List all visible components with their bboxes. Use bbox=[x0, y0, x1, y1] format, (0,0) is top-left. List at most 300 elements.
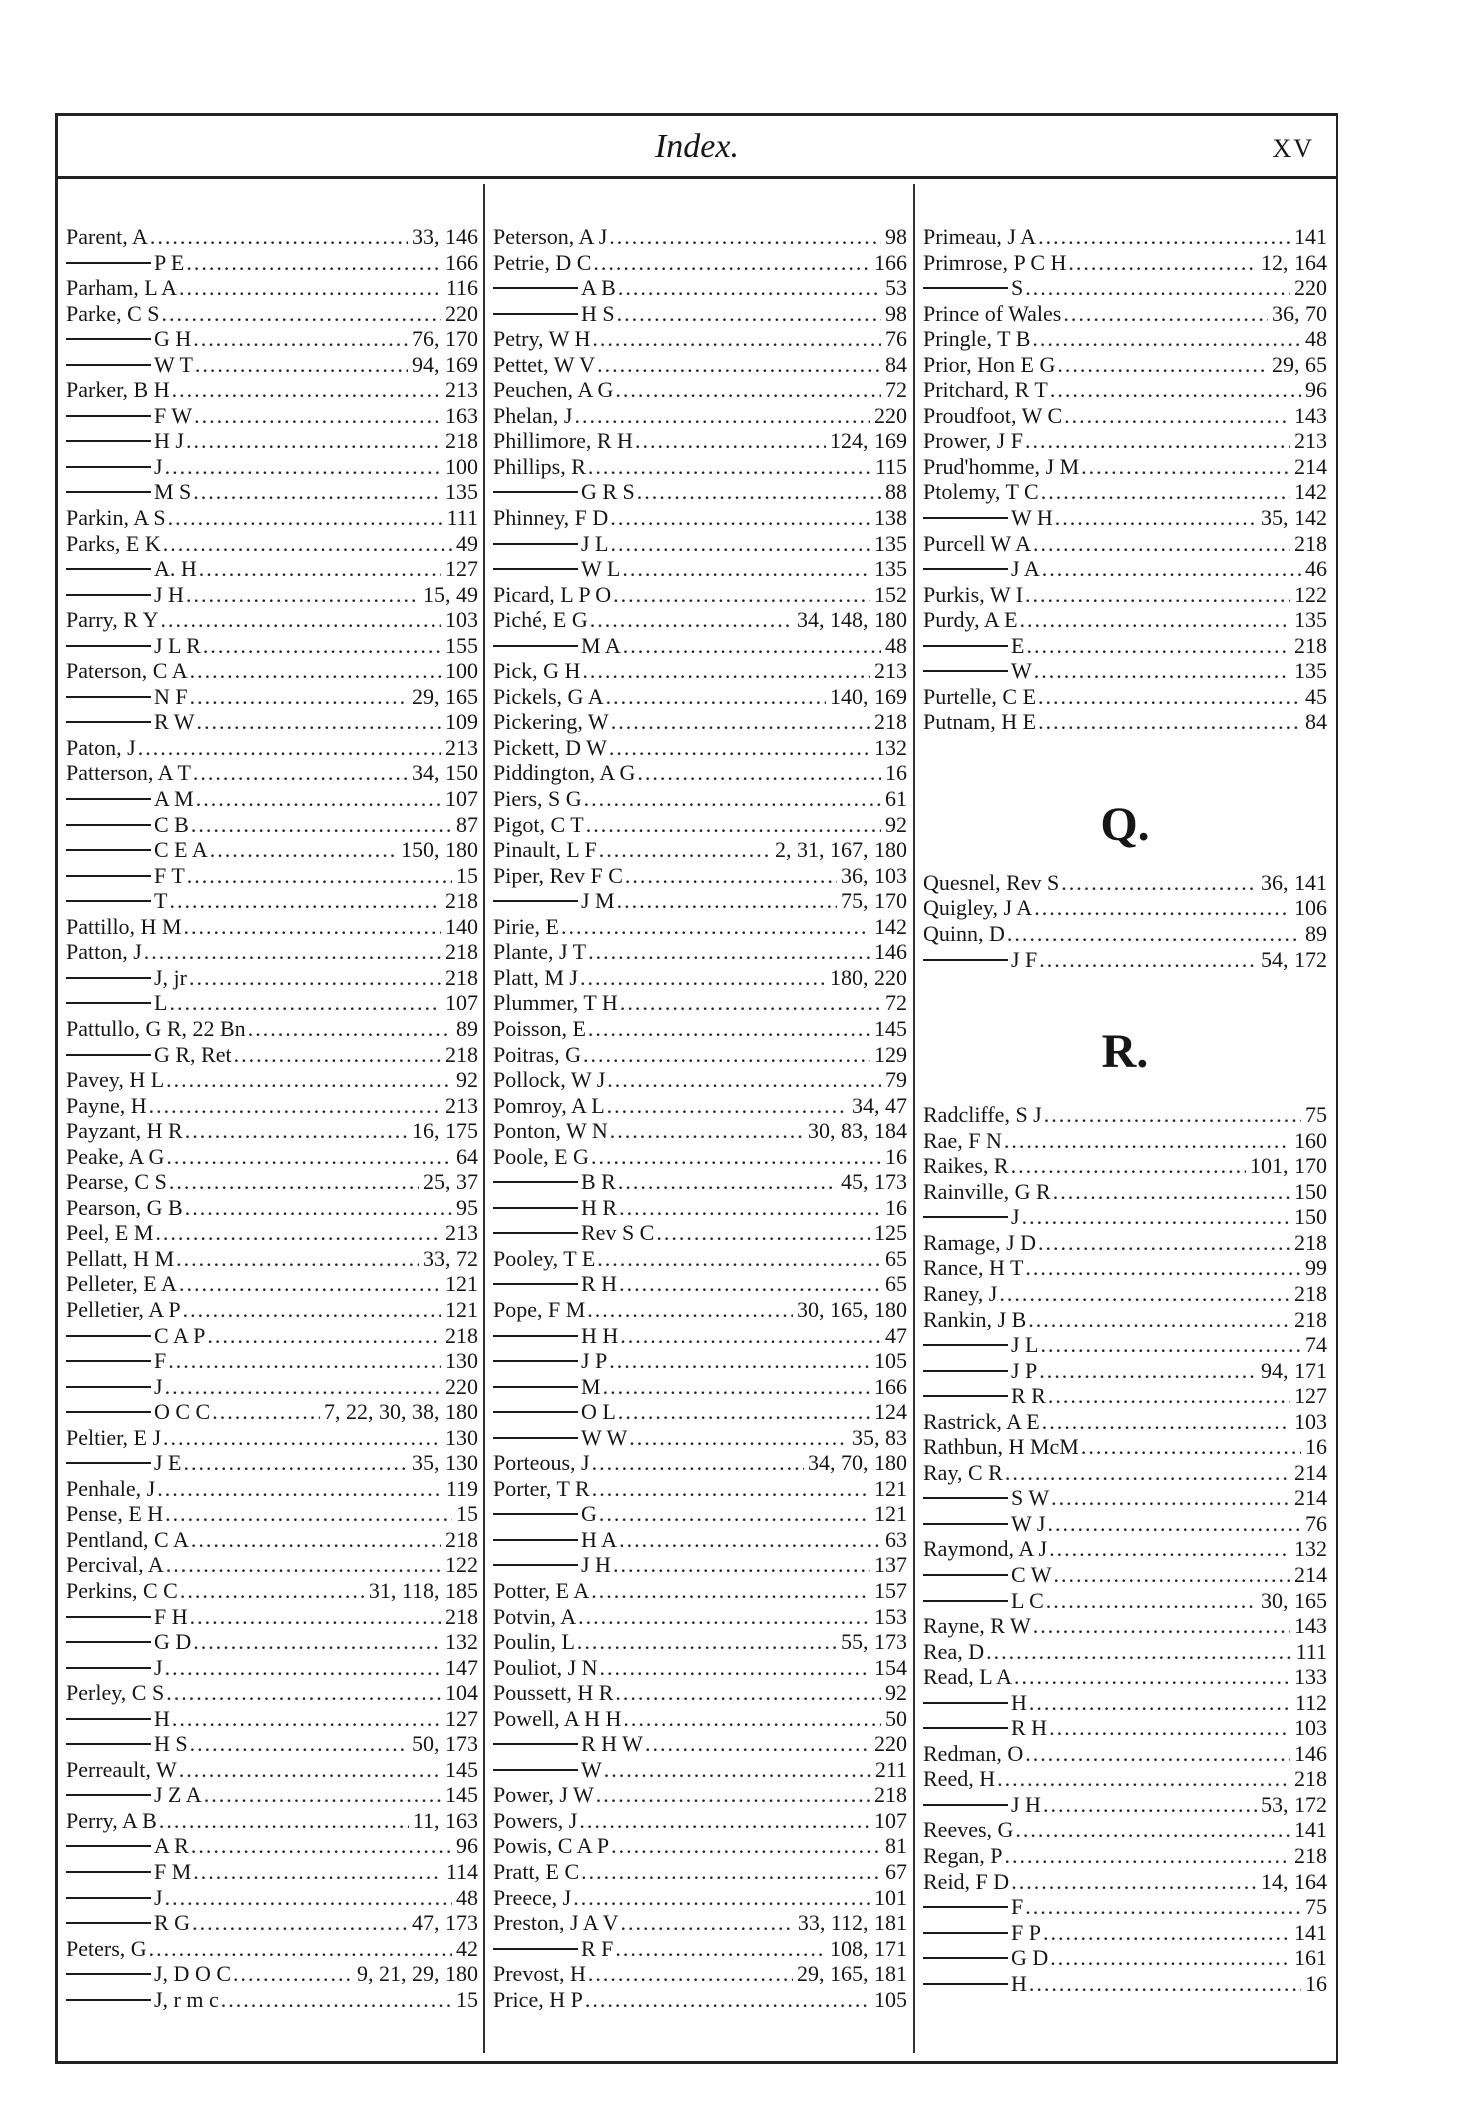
index-entry bbox=[66, 1246, 478, 1272]
entry-pages: 218 bbox=[1294, 530, 1327, 556]
ditto-dash bbox=[66, 440, 151, 442]
entry-pages: 218 bbox=[445, 939, 478, 965]
index-entry bbox=[493, 556, 907, 582]
leader-dots bbox=[182, 914, 441, 940]
leader-dots bbox=[586, 1961, 793, 1987]
leader-dots bbox=[1059, 870, 1257, 896]
entry-name: O C C bbox=[154, 1399, 211, 1425]
leader-dots bbox=[588, 607, 793, 633]
leader-dots bbox=[995, 1766, 1290, 1792]
index-entry bbox=[66, 786, 478, 812]
entry-pages: 135 bbox=[1294, 658, 1327, 684]
entry-pages: 141 bbox=[1294, 224, 1327, 249]
index-entry bbox=[66, 556, 478, 582]
ditto-dash bbox=[493, 1360, 578, 1362]
leader-dots bbox=[1042, 1102, 1301, 1128]
leader-dots bbox=[618, 1323, 881, 1349]
leader-dots bbox=[1039, 479, 1290, 505]
entry-name: Phinney, F D bbox=[493, 505, 609, 531]
ditto-dash bbox=[66, 1411, 151, 1413]
index-entry bbox=[66, 1680, 478, 1706]
index-entry bbox=[923, 531, 1327, 557]
entry-pages: 12, 164 bbox=[1261, 249, 1327, 275]
index-entry bbox=[66, 1271, 478, 1297]
entry-pages: 124, 169 bbox=[830, 428, 907, 454]
leader-dots bbox=[1040, 1409, 1290, 1435]
leader-dots bbox=[164, 1552, 441, 1578]
entry-pages: 92 bbox=[456, 1067, 478, 1093]
leader-dots bbox=[1079, 1434, 1301, 1460]
ditto-dash bbox=[66, 1973, 151, 1975]
entry-name: Raikes, R bbox=[923, 1153, 1009, 1179]
entry-pages: 61 bbox=[885, 786, 907, 812]
ditto-dash bbox=[66, 900, 151, 902]
leader-dots bbox=[1009, 1869, 1257, 1895]
leader-dots bbox=[583, 1987, 870, 2013]
ditto-dash bbox=[66, 1743, 151, 1745]
entry-pages: 75 bbox=[1305, 1102, 1327, 1128]
entry-name: W L bbox=[581, 556, 621, 582]
index-entry bbox=[66, 1144, 478, 1170]
leader-dots bbox=[580, 658, 870, 684]
entry-name: C W bbox=[1011, 1561, 1052, 1587]
index-entry bbox=[923, 1715, 1327, 1741]
entry-pages: 218 bbox=[1294, 632, 1327, 658]
index-entry bbox=[66, 1629, 478, 1655]
ditto-dash bbox=[66, 262, 151, 264]
entry-name: Pratt, E C bbox=[493, 1859, 580, 1884]
entry-name: H S bbox=[581, 300, 615, 326]
index-entry bbox=[493, 1501, 907, 1527]
leader-dots bbox=[597, 1501, 870, 1527]
entry-name: W bbox=[1011, 658, 1032, 684]
q-entries bbox=[923, 870, 1327, 972]
ditto-dash bbox=[66, 1360, 151, 1362]
leader-dots bbox=[194, 786, 441, 812]
index-entry bbox=[66, 735, 478, 761]
entry-name: F M bbox=[154, 1859, 192, 1884]
leader-dots bbox=[633, 428, 826, 454]
entry-pages: 16 bbox=[1305, 1434, 1327, 1460]
entry-pages: 135 bbox=[874, 556, 907, 582]
ditto-dash bbox=[923, 568, 1008, 570]
entry-name: H bbox=[1011, 1689, 1027, 1715]
index-entry bbox=[923, 633, 1327, 659]
entry-name: J E bbox=[154, 1450, 182, 1476]
entry-name: Percival, A bbox=[66, 1552, 164, 1578]
leader-dots bbox=[1023, 582, 1290, 608]
index-entry bbox=[923, 1869, 1327, 1895]
index-entry bbox=[493, 965, 907, 991]
entry-pages: 29, 165, 181 bbox=[797, 1961, 907, 1987]
leader-dots bbox=[615, 301, 881, 327]
leader-dots bbox=[611, 582, 870, 608]
index-entry bbox=[493, 1757, 907, 1783]
ditto-dash bbox=[66, 875, 151, 877]
entry-name: Pouliot, J N bbox=[493, 1654, 598, 1680]
entry-pages: 218 bbox=[445, 964, 478, 990]
leader-dots bbox=[579, 1859, 881, 1885]
entry-pages: 14, 164 bbox=[1261, 1868, 1327, 1894]
index-entry bbox=[493, 658, 907, 684]
entry-name: Pooley, T E bbox=[493, 1245, 596, 1271]
index-entry bbox=[66, 582, 478, 608]
leader-dots bbox=[148, 224, 408, 250]
leader-dots bbox=[609, 531, 871, 557]
index-entry bbox=[66, 607, 478, 633]
entry-pages: 65 bbox=[885, 1271, 907, 1297]
entry-name: W T bbox=[154, 351, 193, 377]
ditto-dash bbox=[923, 1395, 1008, 1397]
index-entry bbox=[493, 1450, 907, 1476]
entry-name: F H bbox=[154, 1603, 188, 1629]
index-entry bbox=[66, 428, 478, 454]
entry-pages: 141 bbox=[1294, 1817, 1327, 1843]
entry-name: Pope, F M bbox=[493, 1296, 586, 1322]
entry-pages: 218 bbox=[1294, 1229, 1327, 1255]
entry-pages: 36, 141 bbox=[1261, 869, 1327, 895]
index-entry bbox=[66, 633, 478, 659]
entry-pages: 48 bbox=[1305, 326, 1327, 352]
leader-dots bbox=[160, 301, 442, 327]
entry-name: A B bbox=[581, 275, 616, 301]
index-entry bbox=[66, 1859, 478, 1885]
index-entry bbox=[493, 326, 907, 352]
index-entry bbox=[493, 1936, 907, 1962]
index-entry bbox=[923, 1179, 1327, 1205]
leader-dots bbox=[163, 1885, 452, 1911]
ditto-dash bbox=[66, 364, 151, 366]
leader-dots bbox=[590, 326, 881, 352]
leader-dots bbox=[185, 863, 452, 889]
entry-pages: 218 bbox=[1294, 1842, 1327, 1868]
entry-name: G R, Ret bbox=[154, 1041, 232, 1067]
index-entry bbox=[493, 1655, 907, 1681]
entry-pages: 108, 171 bbox=[830, 1935, 907, 1961]
entry-name: J bbox=[154, 453, 163, 479]
index-entry bbox=[493, 1016, 907, 1042]
ditto-dash bbox=[923, 670, 1008, 672]
entry-name: Purtelle, C E bbox=[923, 683, 1037, 709]
entry-name: R F bbox=[581, 1935, 614, 1961]
entry-pages: 25, 37 bbox=[423, 1169, 478, 1195]
index-entry bbox=[493, 1578, 907, 1604]
entry-name: F W bbox=[154, 402, 193, 428]
entry-pages: 213 bbox=[445, 377, 478, 403]
index-entry bbox=[66, 1910, 478, 1936]
entry-name: Peake, A G bbox=[66, 1143, 165, 1169]
entry-name: Primeau, J A bbox=[923, 224, 1037, 249]
leader-dots bbox=[1005, 921, 1301, 947]
leader-dots bbox=[1036, 224, 1290, 250]
index-entry bbox=[493, 1144, 907, 1170]
index-entry bbox=[493, 1552, 907, 1578]
ditto-dash bbox=[66, 798, 151, 800]
entry-pages: 121 bbox=[445, 1271, 478, 1297]
leader-dots bbox=[572, 403, 870, 429]
index-entry bbox=[923, 1690, 1327, 1716]
index-entry bbox=[493, 1374, 907, 1400]
leader-dots bbox=[1031, 1613, 1290, 1639]
leader-dots bbox=[1044, 1588, 1257, 1614]
ditto-dash bbox=[493, 1564, 578, 1566]
entry-pages: 15 bbox=[456, 1501, 478, 1527]
entry-name: P E bbox=[154, 249, 185, 275]
entry-pages: 163 bbox=[445, 402, 478, 428]
index-entry bbox=[493, 352, 907, 378]
section-heading-q: Q. bbox=[1100, 797, 1150, 851]
ditto-dash bbox=[923, 1932, 1008, 1934]
index-entry bbox=[923, 1383, 1327, 1409]
index-entry bbox=[923, 1817, 1327, 1843]
index-entry bbox=[923, 1255, 1327, 1281]
entry-pages: 140 bbox=[445, 913, 478, 939]
leader-dots bbox=[1066, 250, 1257, 276]
index-entry bbox=[493, 1987, 907, 2013]
entry-name: J H bbox=[1011, 1791, 1041, 1817]
index-entry bbox=[66, 1323, 478, 1349]
ditto-dash bbox=[66, 568, 151, 570]
index-entry bbox=[923, 556, 1327, 582]
index-entry bbox=[923, 505, 1327, 531]
entry-pages: 160 bbox=[1294, 1127, 1327, 1153]
index-entry bbox=[66, 1067, 478, 1093]
ditto-dash bbox=[66, 594, 151, 596]
entry-name: Ponton, W N bbox=[493, 1118, 608, 1144]
entry-name: W H bbox=[1011, 505, 1053, 531]
entry-name: F bbox=[1011, 1894, 1024, 1920]
entry-pages: 166 bbox=[874, 249, 907, 275]
ditto-dash bbox=[923, 1600, 1008, 1602]
entry-pages: 109 bbox=[445, 709, 478, 735]
leader-dots bbox=[1023, 1255, 1301, 1281]
index-entry bbox=[66, 224, 478, 250]
index-entry bbox=[923, 224, 1327, 250]
entry-name: G R S bbox=[581, 479, 635, 505]
index-entry bbox=[493, 1118, 907, 1144]
index-entry bbox=[493, 760, 907, 786]
entry-name: W J bbox=[1011, 1510, 1046, 1536]
entry-pages: 214 bbox=[1294, 1561, 1327, 1587]
entry-name: Pelletier, A P bbox=[66, 1296, 181, 1322]
index-entry bbox=[66, 326, 478, 352]
leader-dots bbox=[586, 1016, 870, 1042]
entry-pages: 122 bbox=[1294, 581, 1327, 607]
entry-name: Porter, T R bbox=[493, 1475, 590, 1501]
leader-dots bbox=[157, 1808, 409, 1834]
entry-name: Piper, Rev F C bbox=[493, 862, 623, 888]
index-entry bbox=[493, 301, 907, 327]
entry-pages: 35, 130 bbox=[412, 1450, 478, 1476]
entry-name: S W bbox=[1011, 1485, 1050, 1511]
leader-dots bbox=[1041, 1920, 1290, 1946]
entry-name: H A bbox=[581, 1526, 618, 1552]
leader-dots bbox=[177, 275, 442, 301]
entry-pages: 55, 173 bbox=[841, 1629, 907, 1655]
index-entry bbox=[66, 1552, 478, 1578]
index-entry bbox=[923, 1358, 1327, 1384]
leader-dots bbox=[193, 352, 408, 378]
index-entry bbox=[493, 735, 907, 761]
entry-name: Parham, L A bbox=[66, 275, 177, 301]
entry-name: Prior, Hon E G bbox=[923, 351, 1056, 377]
entry-pages: 121 bbox=[445, 1296, 478, 1322]
index-entry bbox=[923, 709, 1327, 735]
entry-pages: 30, 165 bbox=[1261, 1587, 1327, 1613]
entry-name: Quigley, J A bbox=[923, 895, 1033, 921]
leader-dots bbox=[164, 1067, 452, 1093]
entry-name: Preston, J A V bbox=[493, 1910, 619, 1936]
index-entry bbox=[923, 428, 1327, 454]
entry-name: Rev S C bbox=[581, 1220, 655, 1246]
ditto-dash bbox=[66, 721, 151, 723]
entry-pages: 132 bbox=[874, 734, 907, 760]
leader-dots bbox=[197, 556, 441, 582]
entry-pages: 112 bbox=[1294, 1689, 1327, 1715]
index-entry bbox=[493, 1169, 907, 1195]
entry-pages: 76 bbox=[885, 326, 907, 352]
entry-pages: 218 bbox=[445, 1041, 478, 1067]
leader-dots bbox=[1061, 301, 1268, 327]
entry-name: Phelan, J bbox=[493, 402, 573, 428]
entry-pages: 84 bbox=[885, 351, 907, 377]
entry-name: Poisson, E bbox=[493, 1015, 586, 1041]
entry-name: J, r m c bbox=[154, 1986, 219, 2012]
leader-dots bbox=[597, 837, 771, 863]
entry-name: R R bbox=[1011, 1383, 1046, 1409]
leader-dots bbox=[201, 633, 441, 659]
entry-pages: 154 bbox=[874, 1654, 907, 1680]
index-entry bbox=[923, 1639, 1327, 1665]
entry-pages: 218 bbox=[874, 709, 907, 735]
entry-name: Poulin, L bbox=[493, 1629, 575, 1655]
entry-pages: 101 bbox=[874, 1884, 907, 1910]
entry-pages: 153 bbox=[874, 1603, 907, 1629]
entry-name: Power, J W bbox=[493, 1782, 594, 1808]
entry-pages: 15 bbox=[456, 862, 478, 888]
ditto-dash bbox=[66, 1718, 151, 1720]
entry-pages: 213 bbox=[445, 734, 478, 760]
leader-dots bbox=[1048, 1945, 1290, 1971]
entry-pages: 218 bbox=[874, 1782, 907, 1808]
leader-dots bbox=[618, 990, 881, 1016]
entry-pages: 145 bbox=[445, 1756, 478, 1782]
entry-pages: 220 bbox=[445, 1373, 478, 1399]
index-page bbox=[55, 113, 1338, 2064]
index-entry bbox=[493, 1833, 907, 1859]
leader-dots bbox=[1030, 326, 1301, 352]
ditto-dash bbox=[493, 1207, 578, 1209]
leader-dots bbox=[1013, 1817, 1290, 1843]
ditto-dash bbox=[66, 1335, 151, 1337]
entry-name: Pickering, W bbox=[493, 709, 609, 735]
entry-pages: 111 bbox=[446, 505, 478, 531]
leader-dots bbox=[210, 1399, 320, 1425]
leader-dots bbox=[605, 1067, 881, 1093]
index-entry bbox=[493, 1246, 907, 1272]
index-entry bbox=[493, 1220, 907, 1246]
entry-pages: 94, 169 bbox=[412, 351, 478, 377]
entry-pages: 84 bbox=[1305, 709, 1327, 735]
entry-pages: 48 bbox=[885, 632, 907, 658]
entry-name: Preece, J bbox=[493, 1884, 572, 1910]
entry-pages: 121 bbox=[874, 1501, 907, 1527]
ditto-dash bbox=[923, 1906, 1008, 1908]
entry-name: Perreault, W bbox=[66, 1756, 177, 1782]
entry-name: Plummer, T H bbox=[493, 990, 618, 1016]
index-entry bbox=[493, 1348, 907, 1374]
entry-pages: 98 bbox=[885, 224, 907, 249]
entry-name: L C bbox=[1011, 1587, 1044, 1613]
entry-name: Piché, E G bbox=[493, 607, 588, 633]
entry-pages: 105 bbox=[874, 1986, 907, 2012]
leader-dots bbox=[1036, 709, 1301, 735]
leader-dots bbox=[136, 735, 441, 761]
entry-pages: 141 bbox=[1294, 1919, 1327, 1945]
entry-pages: 132 bbox=[445, 1629, 478, 1655]
leader-dots bbox=[191, 760, 408, 786]
index-entry bbox=[923, 1894, 1327, 1920]
index-entry bbox=[66, 990, 478, 1016]
entry-name: Potvin, A bbox=[493, 1603, 577, 1629]
entry-pages: 36, 70 bbox=[1272, 300, 1327, 326]
leader-dots bbox=[1032, 658, 1290, 684]
entry-pages: 211 bbox=[874, 1756, 907, 1782]
leader-dots bbox=[163, 1501, 452, 1527]
entry-name: A. H bbox=[154, 556, 197, 582]
entry-pages: 150, 180 bbox=[401, 837, 478, 863]
entry-pages: 63 bbox=[885, 1526, 907, 1552]
entry-pages: 29, 165 bbox=[412, 683, 478, 709]
leader-dots bbox=[182, 1450, 409, 1476]
entry-pages: 119 bbox=[445, 1475, 478, 1501]
ditto-dash bbox=[66, 1999, 151, 2001]
entry-pages: 213 bbox=[445, 1092, 478, 1118]
entry-pages: 127 bbox=[445, 1705, 478, 1731]
entry-pages: 142 bbox=[874, 913, 907, 939]
index-entry bbox=[493, 990, 907, 1016]
entry-pages: 145 bbox=[445, 1782, 478, 1808]
ditto-dash bbox=[66, 849, 151, 851]
entry-pages: 29, 65 bbox=[1272, 351, 1327, 377]
index-entry bbox=[493, 1399, 907, 1425]
page-header bbox=[58, 116, 1336, 179]
entry-name: J M bbox=[581, 888, 615, 914]
index-entry bbox=[66, 1118, 478, 1144]
entry-pages: 35, 142 bbox=[1261, 505, 1327, 531]
entry-pages: 127 bbox=[1294, 1383, 1327, 1409]
entry-pages: 95 bbox=[456, 1194, 478, 1220]
leader-dots bbox=[164, 1144, 452, 1170]
entry-pages: 75, 170 bbox=[841, 888, 907, 914]
index-entry bbox=[493, 939, 907, 965]
entry-name: Poitras, G bbox=[493, 1041, 581, 1067]
index-entry bbox=[66, 1782, 478, 1808]
index-entry bbox=[923, 607, 1327, 633]
ditto-dash bbox=[493, 1437, 578, 1439]
entry-name: R W bbox=[154, 709, 195, 735]
entry-name: Payne, H bbox=[66, 1092, 147, 1118]
index-entry bbox=[493, 1629, 907, 1655]
entry-name: G bbox=[581, 1501, 597, 1527]
leader-dots bbox=[184, 250, 441, 276]
entry-pages: 89 bbox=[1305, 921, 1327, 947]
ditto-dash bbox=[66, 1002, 151, 1004]
leader-dots bbox=[183, 1118, 408, 1144]
entry-pages: 33, 72 bbox=[423, 1245, 478, 1271]
ditto-dash bbox=[493, 287, 578, 289]
index-entry bbox=[66, 965, 478, 991]
